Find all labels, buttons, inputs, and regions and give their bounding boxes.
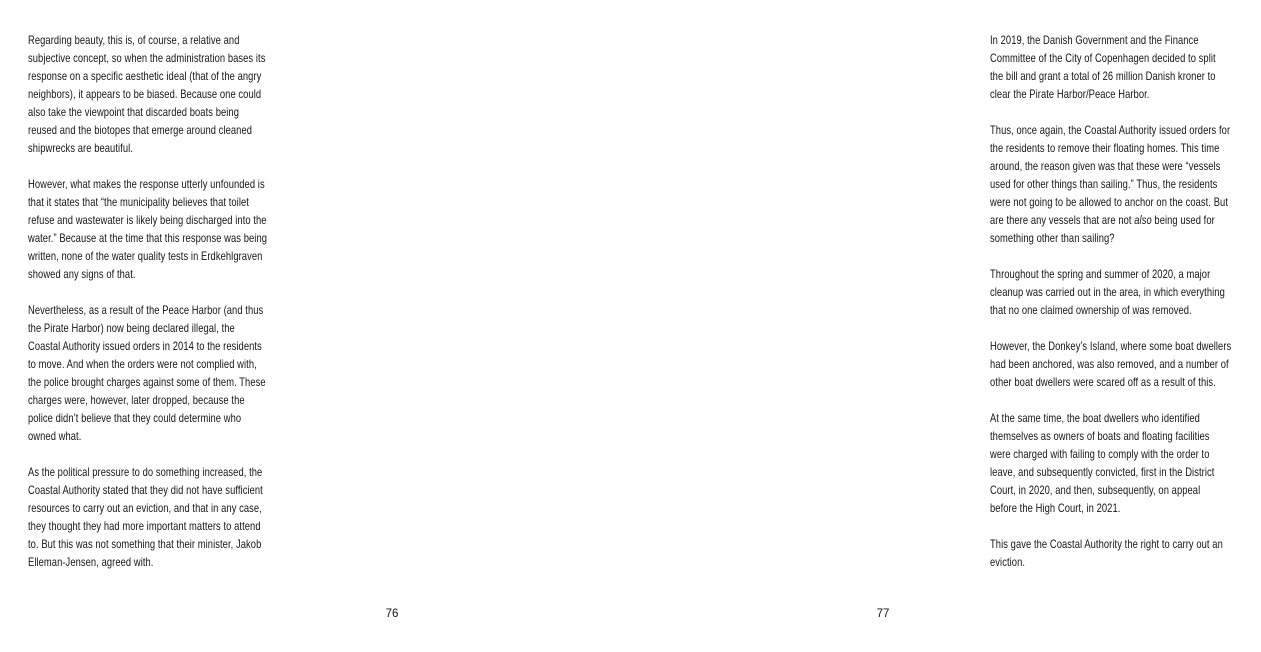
italic-text: also — [1134, 213, 1152, 227]
paragraph: At the same time, the boat dwellers who identified themselves as owners of boats and floating facilities were charged with failing to comply with the order to leave, and subsequently convicted, first in the District Court, in 2020, and then, subsequently, on appeal before the High Court, in 2021. — [990, 411, 1215, 515]
text-segment: are there any vessels that are not — [990, 213, 1135, 227]
paragraph: This gave the Coastal Authority the right to carry out an eviction. — [990, 537, 1223, 569]
text-segment: being used for — [1151, 213, 1215, 227]
paragraph: Regarding beauty, this is, of course, a relative and subjective concept, so when the administration bases its response on a specific aesthetic ideal (that of the angry neighbors), it appears to be biased. Because one could also take the viewpoint that discarded boats being reused and the biotopes that emerge around cleaned shipwrecks are beautiful. — [28, 33, 266, 155]
page-right — [425, 0, 1232, 652]
paragraph: Thus, once again, the Coastal Authority issued orders for the residents to remove their floating homes. This time around, the reason given was that these were “vessels used for other things than sailing.” Thus, the residents were not going to be allowed to anchor on the coast. But are there any vessels that are not also being used for something other than sailing? — [990, 123, 1231, 245]
paragraph: Throughout the spring and summer of 2020, a major cleanup was carried out in the area, in which everything that no one claimed ownership of was removed. — [990, 267, 1225, 317]
paragraph: In 2019, the Danish Government and the Finance Committee of the City of Copenhagen decided to split the bill and grant a total of 26 million Danish kroner to clear the Pirate Harbor/Peace Harbor. — [990, 33, 1216, 101]
page-right-text-column — [990, 31, 1261, 589]
page-left-text-column — [28, 31, 299, 589]
page-number-left: 76 — [385, 608, 399, 620]
page-number-right: 77 — [876, 608, 890, 620]
paragraph: However, what makes the response utterly unfounded is that it states that “the municipality believes that toilet refuse and wastewater is likely being discharged into the water.” Because at the time that this response was being written, none of the water quality tests in Erdkehlgraven showed any signs of that. — [28, 177, 268, 281]
paragraph: However, the Donkey’s Island, where some boat dwellers had been anchored, was also removed, and a number of other boat dwellers were scared off as a result of this. — [990, 339, 1232, 389]
page-left — [0, 0, 425, 652]
paragraph: As the political pressure to do something increased, the Coastal Authority stated that they did not have sufficient resources to carry out an eviction, and that in any case, they thought they had more important matters to attend to. But this was not something that their minister, Jakob Elleman-Jensen, agreed with. — [28, 465, 263, 569]
paragraph: Nevertheless, as a result of the Peace Harbor (and thus the Pirate Harbor) now being declared illegal, the Coastal Authority issued orders in 2014 to the residents to move. And when the orders were not complied with, the police brought charges against some of them. These charges were, however, later dropped, because the police didn’t believe that they could determine who owned what. — [28, 303, 266, 443]
